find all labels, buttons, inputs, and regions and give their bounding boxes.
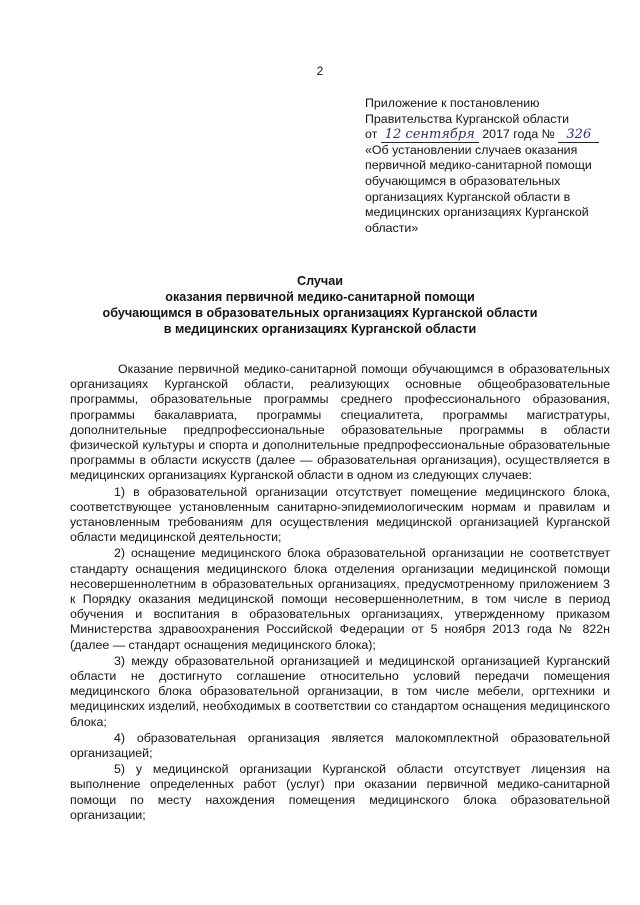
annex-about-line: области» [365, 220, 419, 235]
page-number: 2 [316, 64, 324, 78]
annex-line-2: Правительства Курганской области [365, 111, 570, 126]
case-2-paragraph: 2) оснащение медицинского блока образовательной организации не соответствует стандарту оснащения медицинского блока отделения организации медицинской помощи несовершеннолетним в образовательных организациях, предусмотренному приложением 3 к Порядку оказания медицинской помощи несовершеннолетним, в том числе в период обучения и воспитания в образовательных организациях, утвержденному приказом Министерства здравоохранения Российской Федерации от 5 ноября 2013 года № 822н (далее — стандарт оснащения медицинского блока); [70, 546, 610, 652]
year-text: 2017 года № [482, 127, 555, 142]
annex-about-line: организациях Курганской области в [365, 189, 571, 204]
case-1-paragraph: 1) в образовательной организации отсутствует помещение медицинского блока, соответствующее установленным санитарно-эпидемиологическим нормам и правилам и установленным требованиям для осуществления медицинской организацией Курганской области медицинской деятельности; [70, 484, 610, 545]
title-line-2: оказания первичной медико-санитарной помощи [165, 290, 475, 304]
annex-about-line: «Об установлении случаев оказания [365, 142, 578, 157]
annex-block [365, 96, 615, 236]
document-title [60, 273, 580, 337]
annex-line-1: Приложение к постановлению [365, 96, 540, 110]
handwritten-date: 12 сентября [381, 127, 479, 143]
handwritten-number: 326 [558, 127, 599, 143]
document-body [70, 362, 610, 823]
title-line-1: Случаи [297, 274, 343, 288]
intro-paragraph: Оказание первичной медико-санитарной помощи обучающимся в образовательных организациях Курганской области, реализующих основные общеобразовательные программы, образовательные программы среднего профессионального образования, программы бакалавриата, программы специалитета, программы магистратуры, дополнительные предпрофессиональные образовательные программы в области физической культуры и спорта и дополнительные предпрофессиональные образовательные программы в области искусств (далее — образовательная организация), осуществляется в медицинских организациях Курганской области в одном из следующих случаев: [70, 362, 610, 483]
date-prefix: от [365, 127, 378, 142]
case-5-paragraph: 5) у медицинской организации Курганской области отсутствует лицензия на выполнение определенных работ (услуг) при оказании первичной медико-санитарной помощи по месту нахождения помещения медицинского блока образовательной организации; [70, 762, 610, 822]
case-4-paragraph: 4) образовательная организация является малокомплектной образовательной организацией; [70, 730, 610, 761]
annex-about-line: медицинских организациях Курганской [365, 205, 589, 220]
annex-date-line [365, 127, 615, 143]
title-line-3: обучающимся в образовательных организациях Курганской области [102, 306, 538, 320]
title-line-4: в медицинских организациях Курганской области [163, 322, 477, 336]
case-3-paragraph: 3) между образовательной организацией и медицинской организацией Курганский области не достигнуто соглашение относительно условий передачи помещения медицинского блока образовательной организации, в том числе мебели, оргтехники и медицинских изделий, необходимых в соответствии со стандартом оснащения медицинского блока; [70, 653, 610, 729]
annex-about-line: обучающимся в образовательных [365, 173, 561, 188]
annex-about-line: первичной медико-санитарной помощи [365, 158, 592, 173]
